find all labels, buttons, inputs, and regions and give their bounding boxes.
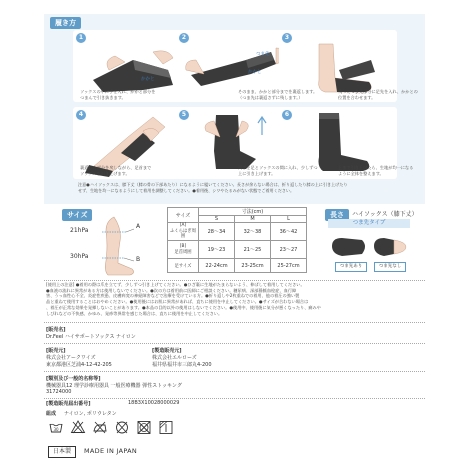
origin-jp: 日本製 bbox=[48, 446, 76, 458]
table-row: [A] ふくらはぎ周囲 28〜34 32〜38 36〜42 bbox=[168, 223, 307, 241]
product-name-label: [販売名] bbox=[46, 327, 66, 333]
divider bbox=[44, 280, 425, 281]
step-caption-2: そのまま、かかと部分までを裏返します。 （つま先は裏返さずに残します。） bbox=[238, 89, 318, 100]
no-dryclean-icon bbox=[114, 419, 130, 435]
step-caption-1: ソックスの中に手を入れ、かかと部分を つまんで引き抜きます。 bbox=[80, 89, 156, 100]
material-value: ナイロン, ポリウレタン bbox=[64, 411, 117, 417]
option-toe-open: つま先なし bbox=[374, 262, 406, 272]
divider bbox=[44, 371, 425, 372]
table-row: [B] 足首周囲 19〜23 21〜25 23〜27 bbox=[168, 241, 307, 259]
step-caption-3: 残ったつま先部分に足先を入れ、かかとの 位置を合わせます。 bbox=[338, 89, 418, 100]
pressure-a: 21hPa bbox=[70, 227, 89, 234]
length-type: ハイソックス（膝下丈） bbox=[352, 211, 418, 218]
origin-en: MADE IN JAPAN bbox=[84, 447, 138, 455]
svg-text:30: 30 bbox=[53, 426, 59, 432]
divider bbox=[44, 398, 425, 399]
wash-30-net-icon bbox=[48, 419, 64, 435]
size-table bbox=[167, 207, 307, 273]
option-toe-closed: つま先あり bbox=[335, 262, 367, 272]
no-iron-icon bbox=[92, 419, 108, 435]
seller-label: [販売元] bbox=[46, 348, 66, 354]
step-number: 4 bbox=[76, 110, 86, 120]
no-bleach-icon bbox=[70, 419, 86, 435]
heel-label: かかと bbox=[141, 77, 155, 82]
toe-illustrations bbox=[328, 232, 410, 262]
step-caption-4: 裏返した部分を戻しながら、足首まで ソックスを引き上げます。 bbox=[80, 165, 152, 176]
toe-label: つま先 bbox=[256, 52, 270, 57]
material-label: 組成 bbox=[46, 411, 57, 417]
maker-address: 福井県福井市三郎丸4-200 bbox=[152, 362, 212, 368]
toe-open-icon bbox=[374, 238, 394, 256]
step-number: 6 bbox=[282, 110, 292, 120]
howto-note: 注意●ハイソックスは、膝下丈（膝の骨の下部あたり）になるように履いてください。長さが余らない場合は、折り返したり膝の上に引き上げたり せず、生地を均一になるようにして着用を調整してください。●着用後、シワやたるみがない状態でご着用ください。 bbox=[78, 182, 348, 193]
length-title: 長さ bbox=[325, 209, 349, 221]
no-tumble-dry-icon bbox=[136, 419, 152, 435]
notification-label: [製造販売届出番号] bbox=[46, 401, 91, 407]
divider bbox=[44, 343, 425, 344]
toe-closed-icon bbox=[332, 238, 365, 256]
divider bbox=[44, 322, 425, 323]
maker-label: [製造販売元] bbox=[152, 348, 182, 354]
seller-company: 株式会社アークワイズ bbox=[46, 355, 96, 361]
step-caption-5: 両手を足とソックスの間に入れ、少しずつ 上に引き上げます。 bbox=[238, 165, 318, 176]
howto-title: 履き方 bbox=[50, 17, 81, 29]
classification-line2: 31724000 bbox=[46, 389, 72, 395]
toe-type: つま先タイプ bbox=[328, 219, 410, 228]
col-m: M bbox=[235, 216, 271, 223]
step-number: 2 bbox=[179, 33, 189, 43]
step-caption-6: 上まで引き上げたら、生地が均一になる ように全体を整えます。 bbox=[338, 165, 414, 176]
step-number: 5 bbox=[179, 110, 189, 120]
seller-address: 東京都港区芝浦4-12-42-205 bbox=[46, 362, 112, 368]
pressure-b: 30hPa bbox=[70, 253, 89, 260]
col-s: S bbox=[199, 216, 235, 223]
step-number: 3 bbox=[282, 33, 292, 43]
point-a: A bbox=[136, 223, 141, 230]
table-row: 足サイズ 22-24cm 23-25cm 25-27cm bbox=[168, 259, 307, 273]
size-label: サイズ bbox=[168, 208, 199, 223]
step-number: 1 bbox=[76, 33, 86, 43]
caution-text: [使用上の注意] ●着用の際は爪を立てず、少しずつ引き上げてください。●ひざ裏に生地がたまらないよう、伸ばして着用してください。 ●血液の流れに異常がある方は使用しないでください。●次の方は着用前に医師にご相談ください。糖尿病、深部静脈血栓症、血行障 害、うっ血性心不全、炎症性疾患、皮膚病変の神経障害などで治療を受けている方。●折り返しや2枚重ねでの着用、他の着圧の強い製 品と重ねて使用することはおやめください。●使用後にはお肌に異常があれば、直ちに使用を中止してください。●サイズが合わない場合は 、着圧が正常な効果を発揮しないことがあります。●本品の目的以外の使用はしないでください。●使用中、使用後に気分が悪くなったり、痛みや しびれなどの不快感、かゆみ、発疹等異常を感じた場合は、直ちに使用を中止してください。 bbox=[46, 282, 321, 316]
product-name: Dr.Feel ハイサポートソックス ナイロン bbox=[46, 334, 136, 340]
classification-label: [類別及び一般的名称等] bbox=[46, 376, 101, 382]
notification-number: 18B3X10028000029 bbox=[128, 400, 180, 406]
classification-line1: 機械器具12 理学診療用器具 一般医療機器 弾性ストッキング bbox=[46, 383, 182, 389]
point-b: B bbox=[136, 256, 141, 263]
table-header: 寸法(cm) bbox=[199, 208, 307, 216]
size-title: サイズ bbox=[62, 209, 92, 221]
maker-company: 株式会社エルローズ bbox=[152, 355, 197, 361]
heel-label: かかと bbox=[248, 70, 262, 75]
col-l: L bbox=[271, 216, 307, 223]
line-dry-shade-icon bbox=[158, 419, 174, 435]
